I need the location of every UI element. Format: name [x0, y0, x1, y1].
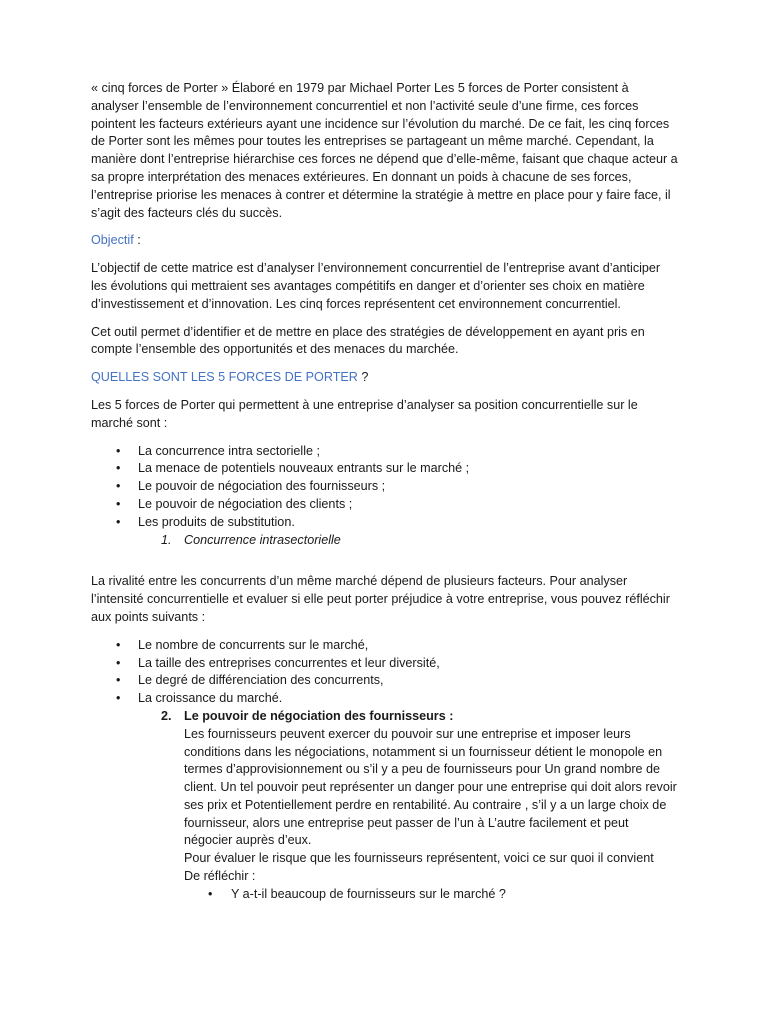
section1-paragraph: La rivalité entre les concurrents d’un même marché dépend de plusieurs facteurs. Pour analyser l’intensité concurrentielle et evaluer si elle peut porter préjudice à votre entreprise, vous pouvez réfléchir aux points suivants : [91, 574, 670, 624]
list-item: • La croissance du marché. [91, 690, 678, 708]
forces-list [91, 443, 678, 532]
list-item: • Le pouvoir de négociation des fournisseurs ; [91, 478, 678, 496]
forces-heading-text: QUELLES SONT LES 5 FORCES DE PORTER [91, 370, 358, 385]
section2-title: Le pouvoir de négociation des fournisseurs : [184, 708, 454, 723]
forces-heading-suffix: ? [357, 370, 369, 385]
objectif-paragraph-1: L’objectif de cette matrice est d’analyser l’environnement concurrentiel de l’entreprise avant d’anticiper les évolutions qui mettraient ses avantages compétitifs en danger et d’orienter ses choix en matière d’investissement et d’innovation. Les cinq forces représentent cet environnement concurrentiel. [91, 261, 661, 311]
forces-intro: Les 5 forces de Porter qui permettent à une entreprise d’analyser sa position concurrentielle sur le marché sont : [91, 397, 638, 430]
section1-list [91, 637, 678, 708]
list-item: • La menace de potentiels nouveaux entrants sur le marché ; [91, 460, 678, 478]
forces-heading [91, 369, 678, 387]
list-item: • La concurrence intra sectorielle ; [91, 443, 678, 461]
section1-number: 1. [161, 532, 172, 547]
objectif-paragraph-2: Cet outil permet d’identifier et de mettre en place des stratégies de développement en ayant pris en compte l’ensemble des opportunités et des menaces du marchée. [91, 324, 645, 357]
section2-list [91, 886, 678, 904]
objectif-heading-text: Objectif [91, 233, 134, 248]
list-item: • Le nombre de concurrents sur le marché, [91, 637, 678, 655]
objectif-heading [91, 232, 678, 250]
section2-body [91, 726, 678, 886]
intro-paragraph: « cinq forces de Porter » Élaboré en 1979 par Michael Porter Les 5 forces de Porter consistent à analyser l’ensemble de l’environnement concurrentiel et non l’activité seule d’une firme, ces forces pointent les facteurs extérieurs ayant une incidence sur l’évolution du marché. De ce fait, les cinq forces de Porter sont les mêmes pour toutes les entreprises se partageant un même marché. Cependant, la manière dont l’entreprise hiérarchise ces forces ne dépend que d’elle-même, faisant que chaque acteur a sa propre interprétation des menaces extérieures. En donnant un poids à chacune de ses forces, l’entreprise priorise les menaces à contrer et détermine la stratégie à mettre en place pour y faire face, il s’agit des facteurs clés du succès. [91, 81, 678, 220]
list-item: • Le pouvoir de négociation des clients ; [91, 496, 678, 514]
objectif-heading-suffix: : [133, 233, 141, 248]
section2-paragraph: Les fournisseurs peuvent exercer du pouvoir sur une entreprise et imposer leurs conditions dans les négociations, notamment si un fournisseur détient le monopole en termes d’approvisionnement ou s’il y a peu de fournisseurs pour Un grand nombre de client. Un tel pouvoir peut représenter un danger pour une entreprise qui doit alors revoir ses prix et Potentiellement perdre en rentabilité. Au contraire , s’il y a un large choix de fournisseur, alors une entreprise peut passer de l’un à L’autre facilement et peut négocier auprès d’eux. [184, 726, 677, 848]
list-item: • Le degré de différenciation des concurrents, [91, 672, 678, 690]
section1-heading [91, 532, 678, 550]
list-item: • Les produits de substitution. [91, 514, 678, 532]
section2-number: 2. [161, 708, 172, 723]
list-item: • Y a-t-il beaucoup de fournisseurs sur le marché ? [91, 886, 678, 904]
section2-paragraph-2-line-2: De réfléchir : [184, 869, 256, 884]
section1-title: Concurrence intrasectorielle [184, 532, 341, 547]
list-item: • La taille des entreprises concurrentes et leur diversité, [91, 655, 678, 673]
section2-paragraph-2-line-1: Pour évaluer le risque que les fournisseurs représentent, voici ce sur quoi il convient [184, 851, 654, 866]
section2-heading [91, 708, 678, 726]
